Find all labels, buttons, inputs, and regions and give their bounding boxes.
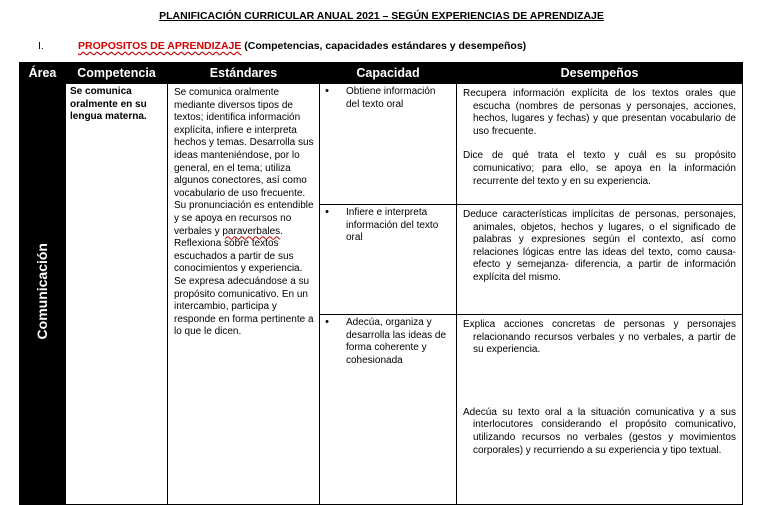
area-label: Comunicación <box>34 243 51 340</box>
section-label-red: PROPOSITOS DE APRENDIZAJE <box>78 40 242 52</box>
capacidad-cell <box>320 315 457 505</box>
bullet-icon: • <box>325 316 329 328</box>
header-capacidad: Capacidad <box>320 63 457 84</box>
desempenos-cell <box>457 84 743 205</box>
capacidad-cell <box>320 84 457 205</box>
section-number: I. <box>38 40 44 52</box>
competencia-cell: Se comunica oralmente en su lengua materna. <box>66 84 168 505</box>
desempenos-cell <box>457 205 743 315</box>
estandares-text-1: Se comunica oralmente mediante diversos tipos de textos; identifica información explícita, infiere e interpreta hechos y temas. Desarrolla sus ideas manteniéndose, por lo general, en el tema; utiliza algunos conectores, así como vocabulario de uso frecuente. Su pronunciación es entendible y se apoya en recursos no verbales y <box>174 87 314 237</box>
curricular-table <box>19 62 743 505</box>
header-estandares: Estándares <box>168 63 320 84</box>
estandares-cell <box>168 84 320 505</box>
estandares-text-2: paraverbales <box>222 225 281 237</box>
desempeno-text: Recupera información explícita de los textos orales que escucha (nombres de personas y personajes, acciones, hechos, lugares y fechas) y que presentan vocabulario de uso frecuente. <box>463 88 736 137</box>
capacidad-text: Infiere e interpreta información del texto oral <box>346 207 439 244</box>
header-competencia: Competencia <box>66 63 168 84</box>
bullet-icon: • <box>325 85 329 97</box>
bullet-icon: • <box>325 206 329 218</box>
desempenos-cell <box>457 315 743 505</box>
capacidad-cell <box>320 205 457 315</box>
estandares-text-3: . Reflexiona sobre textos escuchados a partir de sus conocimientos y experiencia. Se expresa adecuándose a su propósito comunicativo. En un intercambio, participa y responde en forma pertinente a lo que le dicen. <box>174 225 314 338</box>
table-row <box>20 84 743 205</box>
section-label-rest: (Competencias, capacidades estándares y desempeños) <box>241 40 527 52</box>
desempeno-text: Explica acciones concretas de personas y personajes relacionando recursos verbales y no verbales, a partir de su experiencia. <box>463 319 736 356</box>
section-heading <box>38 40 526 52</box>
capacidad-text: Adecúa, organiza y desarrolla las ideas de forma coherente y cohesionada <box>346 317 447 366</box>
desempeno-text: Adecúa su texto oral a la situación comunicativa y a sus interlocutores considerando el propósito comunicativo, utilizando recursos no verbales (gestos y movimientos corporales) y recurriendo a su experiencia y tipo textual. <box>463 406 736 456</box>
desempeno-text: Deduce características implícitas de personas, personajes, animales, objetos, hechos y lugares, o el significado de palabras y expresiones según el contexto, así como relaciones lógicas entre las ideas del texto, como causa-efecto y semejanza- diferencia, a partir de información explícita del mismo. <box>463 209 736 283</box>
table-header-row <box>20 63 743 84</box>
header-desempenos: Desempeños <box>457 63 743 84</box>
capacidad-text: Obtiene información del texto oral <box>346 86 436 110</box>
area-cell <box>20 84 66 505</box>
desempeno-text: Dice de qué trata el texto y cuál es su propósito comunicativo; para ello, se apoya en la información recurrente del texto y en su experiencia. <box>463 150 736 187</box>
header-area: Área <box>20 63 66 84</box>
document-title: PLANIFICACIÓN CURRICULAR ANUAL 2021 – SEGÚN EXPERIENCIAS DE APRENDIZAJE <box>159 10 604 22</box>
